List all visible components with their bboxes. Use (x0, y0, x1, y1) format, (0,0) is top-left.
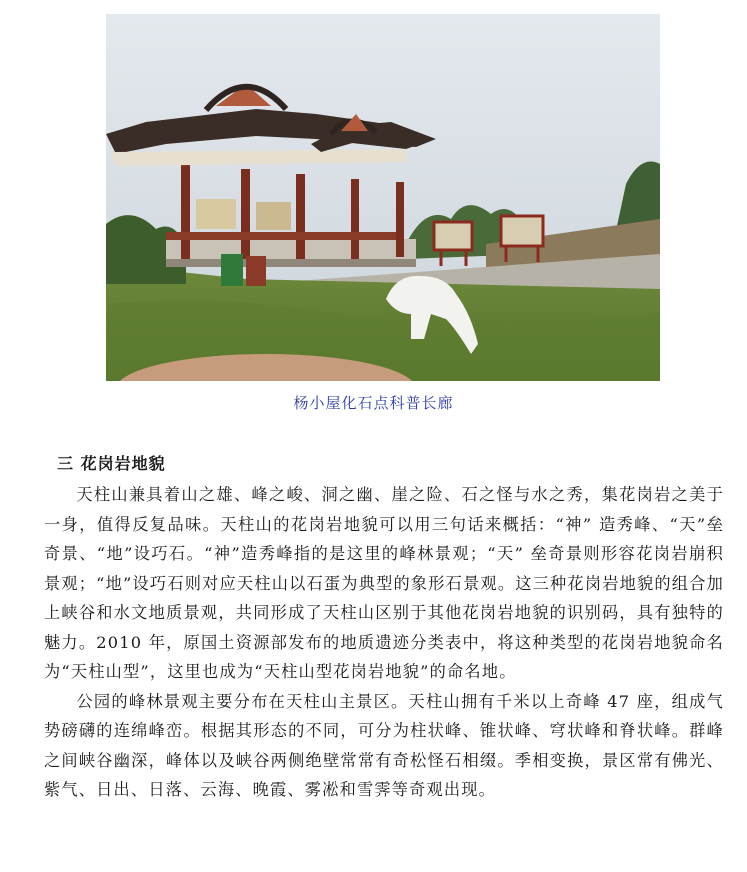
figure-caption: 杨小屋化石点科普长廊 (293, 394, 454, 412)
paragraph: 天柱山兼具着山之雄、峰之峻、洞之幽、崖之险、石之怪与水之秀，集花岗岩之美于一身，值得反复品味。天柱山的花岗岩地貌可以用三句话来概括：“神” 造秀峰、“天”垒奇景、“地”设巧石。“神”造秀峰指的是这里的峰林景观；“天” 垒奇景则形容花岗岩崩积景观；“地”设巧石则对应天柱山以石蛋为典型的象形石景观。这三种花岗岩地貌的组合加上峡谷和水文地质景观，共同形成了天柱山区别于其他花岗岩地貌的识别码，具有独特的魅力。2010 年，原国土资源部发布的地质遗迹分类表中，将这种类型的花岗岩地貌命名为“天柱山型”，这里也成为“天柱山型花岗岩地貌”的命名地。 (44, 485, 724, 681)
article-body (44, 480, 724, 805)
paragraph: 公园的峰林景观主要分布在天柱山主景区。天柱山拥有千米以上奇峰 47 座，组成气势磅礴的连绵峰峦。根据其形态的不同，可分为柱状峰、锥状峰、穹状峰和脊状峰。群峰之间峡谷幽深，峰体以及峡谷两侧绝壁常常有奇松怪石相缀。季相变换，景区常有佛光、紫气、日出、日落、云海、晚霞、雾凇和雪霁等奇观出现。 (44, 691, 724, 799)
pavilion-illustration (106, 14, 660, 381)
section-heading: 三 花岗岩地貌 (57, 454, 166, 473)
pavilion-photo (106, 14, 660, 381)
